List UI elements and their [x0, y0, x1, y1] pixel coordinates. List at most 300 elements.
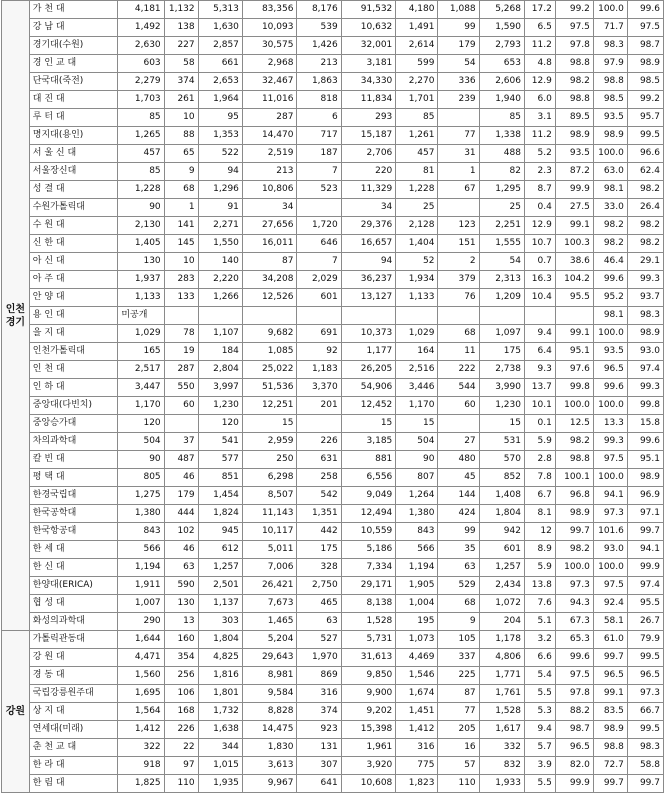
value-cell: 3.2: [524, 631, 555, 649]
value-cell: 98.8: [555, 55, 593, 73]
value-cell: 99.9: [555, 181, 593, 199]
value-cell: 51,536: [242, 379, 297, 397]
value-cell: 52: [396, 253, 438, 271]
value-cell: 11,143: [242, 505, 297, 523]
value-cell: 98.3: [627, 307, 663, 325]
value-cell: 98.8: [555, 91, 593, 109]
value-cell: 1,528: [479, 703, 524, 721]
value-cell: 98.2: [593, 217, 627, 235]
value-cell: 144: [438, 487, 479, 505]
value-cell: 1,029: [118, 325, 164, 343]
value-cell: 646: [297, 235, 341, 253]
value-cell: 91,532: [341, 1, 396, 19]
value-cell: 34: [242, 199, 297, 217]
value-cell: 26.4: [627, 199, 663, 217]
value-cell: 1,454: [198, 487, 242, 505]
value-cell: 6,298: [242, 469, 297, 487]
value-cell: 61.0: [593, 631, 627, 649]
value-cell: 102: [164, 523, 198, 541]
value-cell: 9: [164, 163, 198, 181]
value-cell: 12,251: [242, 397, 297, 415]
value-cell: 98.9: [593, 127, 627, 145]
value-cell: 8,828: [242, 703, 297, 721]
value-cell: 10,093: [242, 19, 297, 37]
university-name: 가 천 대: [29, 1, 118, 19]
value-cell: 293: [341, 109, 396, 127]
value-cell: 100.0: [593, 1, 627, 19]
value-cell: 67.3: [555, 613, 593, 631]
value-cell: 94: [198, 163, 242, 181]
value-cell: 5.9: [524, 559, 555, 577]
value-cell: 4,181: [118, 1, 164, 19]
table-row: [2, 217, 664, 235]
university-name: 한국공학대: [29, 505, 118, 523]
value-cell: 2,220: [198, 271, 242, 289]
value-cell: 4,180: [396, 1, 438, 19]
value-cell: 88: [164, 127, 198, 145]
value-cell: 1,961: [341, 739, 396, 757]
value-cell: 1,073: [396, 631, 438, 649]
value-cell: 1,935: [198, 775, 242, 793]
value-cell: 527: [297, 631, 341, 649]
value-cell: 105: [438, 631, 479, 649]
value-cell: 32,001: [341, 37, 396, 55]
value-cell: 2,793: [479, 37, 524, 55]
value-cell: 68: [164, 181, 198, 199]
value-cell: 1,546: [396, 667, 438, 685]
value-cell: 25,022: [242, 361, 297, 379]
university-name: 인 천 대: [29, 361, 118, 379]
value-cell: 2,516: [396, 361, 438, 379]
value-cell: 85: [118, 163, 164, 181]
value-cell: 97.1: [627, 505, 663, 523]
value-cell: 2,706: [341, 145, 396, 163]
value-cell: 3,990: [479, 379, 524, 397]
value-cell: 805: [118, 469, 164, 487]
value-cell: 3,181: [341, 55, 396, 73]
value-cell: 539: [297, 19, 341, 37]
value-cell: 1,097: [479, 325, 524, 343]
value-cell: 31: [438, 145, 479, 163]
table-row: [2, 559, 664, 577]
value-cell: 99.7: [555, 523, 593, 541]
value-cell: 4,471: [118, 649, 164, 667]
value-cell: 10.1: [524, 397, 555, 415]
value-cell: 1,560: [118, 667, 164, 685]
value-cell: 653: [479, 55, 524, 73]
value-cell: 100.0: [593, 559, 627, 577]
value-cell: 15,187: [341, 127, 396, 145]
value-cell: 7: [297, 253, 341, 271]
value-cell: 60: [164, 397, 198, 415]
value-cell: 3,370: [297, 379, 341, 397]
value-cell: 290: [118, 613, 164, 631]
value-cell: 145: [164, 235, 198, 253]
value-cell: 98.2: [593, 235, 627, 253]
value-cell: 1,940: [479, 91, 524, 109]
value-cell: 87: [242, 253, 297, 271]
value-cell: 9,202: [341, 703, 396, 721]
value-cell: 10,632: [341, 19, 396, 37]
table-row: [2, 649, 664, 667]
value-cell: 99.3: [627, 379, 663, 397]
value-cell: 94.1: [627, 541, 663, 559]
value-cell: [242, 307, 297, 325]
university-name: 강 남 대: [29, 19, 118, 37]
value-cell: 96.5: [627, 667, 663, 685]
value-cell: 504: [118, 433, 164, 451]
value-cell: 101.6: [593, 523, 627, 541]
table-row: [2, 325, 664, 343]
value-cell: 1,261: [396, 127, 438, 145]
value-cell: 99.3: [627, 271, 663, 289]
value-cell: 95: [198, 109, 242, 127]
value-cell: 918: [118, 757, 164, 775]
value-cell: 1,590: [479, 19, 524, 37]
region-label: 인천 경기: [2, 1, 30, 631]
value-cell: 1,771: [479, 667, 524, 685]
table-row: [2, 469, 664, 487]
value-cell: 19: [164, 343, 198, 361]
value-cell: 98.2: [627, 181, 663, 199]
value-cell: 11,016: [242, 91, 297, 109]
university-name: 경 동 대: [29, 667, 118, 685]
value-cell: 6: [297, 109, 341, 127]
value-cell: [479, 307, 524, 325]
value-cell: 63.0: [593, 163, 627, 181]
university-name: 신 한 대: [29, 235, 118, 253]
value-cell: 87.2: [555, 163, 593, 181]
value-cell: 98.2: [555, 73, 593, 91]
value-cell: 287: [164, 361, 198, 379]
value-cell: 6.7: [524, 487, 555, 505]
value-cell: 85: [396, 109, 438, 127]
value-cell: 2.3: [524, 163, 555, 181]
value-cell: 2,606: [479, 73, 524, 91]
value-cell: 46: [164, 469, 198, 487]
university-name: 명지대(용인): [29, 127, 118, 145]
value-cell: 60: [438, 397, 479, 415]
value-cell: 93.7: [627, 289, 663, 307]
value-cell: 1,804: [198, 631, 242, 649]
value-cell: 923: [297, 721, 341, 739]
value-cell: 3,447: [118, 379, 164, 397]
value-cell: 2,251: [479, 217, 524, 235]
value-cell: [198, 307, 242, 325]
value-cell: 1,412: [396, 721, 438, 739]
status-note: 미공개: [118, 307, 164, 325]
value-cell: 99.6: [627, 433, 663, 451]
value-cell: 3.9: [524, 757, 555, 775]
value-cell: 1,295: [479, 181, 524, 199]
value-cell: 9.4: [524, 721, 555, 739]
value-cell: 99: [438, 523, 479, 541]
value-cell: 9.3: [524, 361, 555, 379]
value-cell: 488: [479, 145, 524, 163]
value-cell: 120: [118, 415, 164, 433]
value-cell: 832: [479, 757, 524, 775]
table-row: [2, 361, 664, 379]
value-cell: 1,194: [118, 559, 164, 577]
table-row: [2, 595, 664, 613]
value-cell: 1,934: [396, 271, 438, 289]
value-cell: 1,266: [198, 289, 242, 307]
value-cell: 27.5: [555, 199, 593, 217]
value-cell: 1,194: [396, 559, 438, 577]
value-cell: 226: [164, 721, 198, 739]
value-cell: 10,608: [341, 775, 396, 793]
university-name: 화성의과학대: [29, 613, 118, 631]
value-cell: 27,656: [242, 217, 297, 235]
value-cell: 30,575: [242, 37, 297, 55]
value-cell: 93.0: [627, 343, 663, 361]
value-cell: 529: [438, 577, 479, 595]
value-cell: 3,997: [198, 379, 242, 397]
table-row: [2, 523, 664, 541]
university-name: 춘 천 교 대: [29, 739, 118, 757]
value-cell: [164, 415, 198, 433]
table-row: [2, 307, 664, 325]
value-cell: 1,937: [118, 271, 164, 289]
value-cell: 4,806: [479, 649, 524, 667]
university-name: 인 하 대: [29, 379, 118, 397]
value-cell: 522: [198, 145, 242, 163]
table-row: [2, 181, 664, 199]
value-cell: 577: [198, 451, 242, 469]
value-cell: 99.7: [593, 775, 627, 793]
value-cell: 99.8: [627, 397, 663, 415]
value-cell: 97.4: [627, 577, 663, 595]
university-name: 연세대(미래): [29, 721, 118, 739]
value-cell: 1,630: [198, 19, 242, 37]
university-name: 경기대(수원): [29, 37, 118, 55]
table-row: [2, 235, 664, 253]
value-cell: 99.6: [555, 649, 593, 667]
table-row: [2, 19, 664, 37]
value-cell: 851: [198, 469, 242, 487]
value-cell: 1,703: [118, 91, 164, 109]
value-cell: 96.9: [627, 487, 663, 505]
value-cell: 2,029: [297, 271, 341, 289]
value-cell: 58: [164, 55, 198, 73]
university-name: 을 지 대: [29, 325, 118, 343]
value-cell: 98.2: [555, 541, 593, 559]
value-cell: 542: [297, 487, 341, 505]
value-cell: 97.6: [555, 361, 593, 379]
value-cell: 379: [438, 271, 479, 289]
value-cell: 9: [438, 613, 479, 631]
value-cell: 942: [479, 523, 524, 541]
university-name: 중앙승가대: [29, 415, 118, 433]
value-cell: 2,750: [297, 577, 341, 595]
university-name: 아 신 대: [29, 253, 118, 271]
value-cell: 442: [297, 523, 341, 541]
value-cell: 8.1: [524, 505, 555, 523]
value-cell: 5,186: [341, 541, 396, 559]
university-name: 한 신 대: [29, 559, 118, 577]
value-cell: 1,107: [198, 325, 242, 343]
value-cell: 13,127: [341, 289, 396, 307]
value-cell: 10: [164, 109, 198, 127]
value-cell: [438, 109, 479, 127]
value-cell: 26,205: [341, 361, 396, 379]
value-cell: 0.7: [524, 253, 555, 271]
value-cell: 95.5: [555, 289, 593, 307]
university-name: 성 결 대: [29, 181, 118, 199]
value-cell: 90: [118, 451, 164, 469]
value-cell: 201: [297, 397, 341, 415]
value-cell: 239: [438, 91, 479, 109]
value-cell: 374: [164, 73, 198, 91]
value-cell: 1,555: [479, 235, 524, 253]
value-cell: 10: [164, 253, 198, 271]
value-cell: 570: [479, 451, 524, 469]
table-row: [2, 577, 664, 595]
value-cell: 93.5: [555, 145, 593, 163]
value-cell: 99.5: [627, 649, 663, 667]
value-cell: 1,088: [438, 1, 479, 19]
value-cell: 100.0: [593, 325, 627, 343]
table-row: [2, 757, 664, 775]
value-cell: [555, 307, 593, 325]
university-name: 경 인 교 대: [29, 55, 118, 73]
value-cell: 92.4: [593, 595, 627, 613]
value-cell: 98.2: [627, 235, 663, 253]
value-cell: 27: [438, 433, 479, 451]
value-cell: 54: [479, 253, 524, 271]
value-cell: 100.0: [593, 145, 627, 163]
value-cell: 1,170: [118, 397, 164, 415]
value-cell: 332: [479, 739, 524, 757]
value-cell: 29.1: [627, 253, 663, 271]
value-cell: 95.5: [627, 595, 663, 613]
value-cell: 1,426: [297, 37, 341, 55]
value-cell: [297, 415, 341, 433]
value-cell: 1,404: [396, 235, 438, 253]
value-cell: 1,257: [198, 559, 242, 577]
value-cell: 31,613: [341, 649, 396, 667]
value-cell: 1,863: [297, 73, 341, 91]
value-cell: 5,011: [242, 541, 297, 559]
value-cell: 1,732: [198, 703, 242, 721]
value-cell: 10,373: [341, 325, 396, 343]
value-cell: 46: [164, 541, 198, 559]
value-cell: 54,906: [341, 379, 396, 397]
value-cell: 1,492: [118, 19, 164, 37]
table-row: [2, 55, 664, 73]
value-cell: 89.5: [555, 109, 593, 127]
table-row: [2, 505, 664, 523]
value-cell: 14,475: [242, 721, 297, 739]
value-cell: 99.6: [627, 1, 663, 19]
value-cell: 14,470: [242, 127, 297, 145]
value-cell: [438, 199, 479, 217]
value-cell: 78: [164, 325, 198, 343]
value-cell: 98.2: [627, 217, 663, 235]
university-name: 수 원 대: [29, 217, 118, 235]
value-cell: 1,801: [198, 685, 242, 703]
table-row: [2, 343, 664, 361]
value-cell: 1,804: [479, 505, 524, 523]
value-cell: 1,029: [396, 325, 438, 343]
value-cell: 1,933: [479, 775, 524, 793]
table-row: [2, 73, 664, 91]
value-cell: 852: [479, 469, 524, 487]
value-cell: 2,517: [118, 361, 164, 379]
value-cell: 531: [479, 433, 524, 451]
value-cell: 83,356: [242, 1, 297, 19]
value-cell: 71.7: [593, 19, 627, 37]
value-cell: 11: [438, 343, 479, 361]
value-cell: 15: [242, 415, 297, 433]
table-row: [2, 451, 664, 469]
value-cell: 444: [164, 505, 198, 523]
value-cell: 94.1: [593, 487, 627, 505]
value-cell: 631: [297, 451, 341, 469]
value-cell: 29,376: [341, 217, 396, 235]
value-cell: 98.9: [627, 469, 663, 487]
value-cell: 99: [438, 19, 479, 37]
value-cell: 99.1: [593, 685, 627, 703]
value-cell: 5,731: [341, 631, 396, 649]
value-cell: 160: [164, 631, 198, 649]
value-cell: 1,183: [297, 361, 341, 379]
value-cell: 1,465: [242, 613, 297, 631]
value-cell: 2,614: [396, 37, 438, 55]
value-cell: 65.3: [555, 631, 593, 649]
value-cell: 1,133: [118, 289, 164, 307]
value-cell: 1,695: [118, 685, 164, 703]
table-row: [2, 415, 664, 433]
value-cell: 97.5: [555, 667, 593, 685]
value-cell: 90: [396, 451, 438, 469]
value-cell: 5.2: [524, 145, 555, 163]
table-row: [2, 541, 664, 559]
value-cell: 9.4: [524, 325, 555, 343]
value-cell: 504: [396, 433, 438, 451]
value-cell: 1,275: [118, 487, 164, 505]
value-cell: 1,228: [118, 181, 164, 199]
value-cell: 1,338: [479, 127, 524, 145]
value-cell: 76: [438, 289, 479, 307]
value-cell: 818: [297, 91, 341, 109]
value-cell: [341, 307, 396, 325]
value-cell: 96.8: [555, 487, 593, 505]
table-row: [2, 631, 664, 649]
value-cell: 1,015: [198, 757, 242, 775]
value-cell: 133: [164, 289, 198, 307]
value-cell: 98.9: [555, 127, 593, 145]
value-cell: 72.7: [593, 757, 627, 775]
table-row: [2, 289, 664, 307]
value-cell: 2,271: [198, 217, 242, 235]
value-cell: 12.9: [524, 217, 555, 235]
value-cell: 120: [198, 415, 242, 433]
value-cell: 2,804: [198, 361, 242, 379]
value-cell: 58.8: [627, 757, 663, 775]
value-cell: 1,550: [198, 235, 242, 253]
value-cell: 1,178: [479, 631, 524, 649]
value-cell: 22: [164, 739, 198, 757]
value-cell: 96.6: [627, 145, 663, 163]
value-cell: 12.9: [524, 73, 555, 91]
value-cell: 98.3: [627, 739, 663, 757]
value-cell: 807: [396, 469, 438, 487]
value-cell: 99.9: [555, 775, 593, 793]
value-cell: 95.1: [627, 451, 663, 469]
value-cell: 9,682: [242, 325, 297, 343]
value-cell: 92: [297, 343, 341, 361]
